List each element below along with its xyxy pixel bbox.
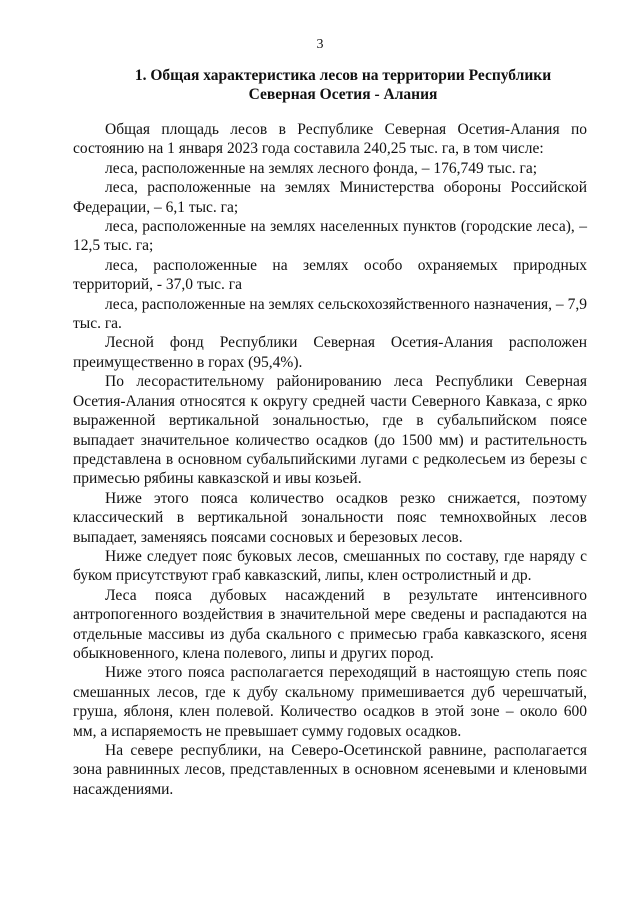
- document-body: [73, 120, 587, 799]
- paragraph-protected-areas: леса, расположенные на землях особо охраняемых природных территорий, - 37,0 тыс. га: [73, 256, 587, 294]
- paragraph-urban-forests: леса, расположенные на землях населенных пунктов (городские леса), – 12,5 тыс. га;: [73, 218, 587, 255]
- page-number: 3: [316, 37, 324, 52]
- paragraph-agricultural-lands: леса, расположенные на землях сельскохозяйственного назначения, – 7,9 тыс. га.: [73, 295, 587, 333]
- paragraph-conifer-belt: Ниже этого пояса количество осадков резко снижается, поэтому классический в вертикальной зональности пояс темнохвойных лесов выпадает, заменяясь поясами сосновых и березовых лесов.: [73, 489, 587, 546]
- paragraph-defense-lands: леса, расположенные на землях Министерства обороны Российской Федерации, – 6,1 тыс. га;: [73, 179, 587, 216]
- paragraph-mountain-share: Лесной фонд Республики Северная Осетия-Алания расположен преимущественно в горах (95,4%).: [73, 334, 587, 371]
- paragraph-zoning: По лесорастительному районированию леса Республики Северная Осетия-Алания относятся к округу средней части Северного Кавказа, с ярко выраженной вертикальной зональностью, где в субальпийском поясе выпадает значительное количество осадков (до 1500 мм) и растительность представлена в основном субальпийскими лугами с редколесьем из березы с примесью рябины кавказской и ивы козьей.: [73, 373, 587, 488]
- section-heading: 1. Общая характеристика лесов на территории Республики Северная Осетия - Алания: [134, 67, 552, 103]
- paragraph-oak-belt: Леса пояса дубовых насаждений в результате интенсивного антропогенного воздействия в значительной мере сведены и распадаются на отдельные массивы из дуба скального с примесью граба кавказского, ясеня обыкновенного, клена полевого, липы и других пород.: [73, 586, 587, 662]
- paragraph-beech-belt: Ниже следует пояс буковых лесов, смешанных по составу, где наряду с буком присутствуют граб кавказский, липы, клен остролистный и др.: [73, 547, 587, 585]
- paragraph-mixed-forests: Ниже этого пояса располагается переходящий в настоящую степь пояс смешанных лесов, где к дубу скальному примешивается дуб черешчатый, груша, яблоня, клен полевой. Количество осадков в этой зоне – около 600 мм, а испаряемость не превышает сумму годовых осадков.: [73, 664, 587, 740]
- paragraph-plain-forests: На севере республики, на Северо-Осетинской равнине, располагается зона равнинных лесов, представленных в основном ясеневыми и кленовыми насаждениями.: [73, 742, 587, 798]
- paragraph-forest-fund-lands: леса, расположенные на землях лесного фонда, – 176,749 тыс. га;: [105, 159, 538, 177]
- paragraph-total-area: Общая площадь лесов в Республике Северная Осетия-Алания по состоянию на 1 января 2023 года составила 240,25 тыс. га, в том числе:: [73, 121, 587, 158]
